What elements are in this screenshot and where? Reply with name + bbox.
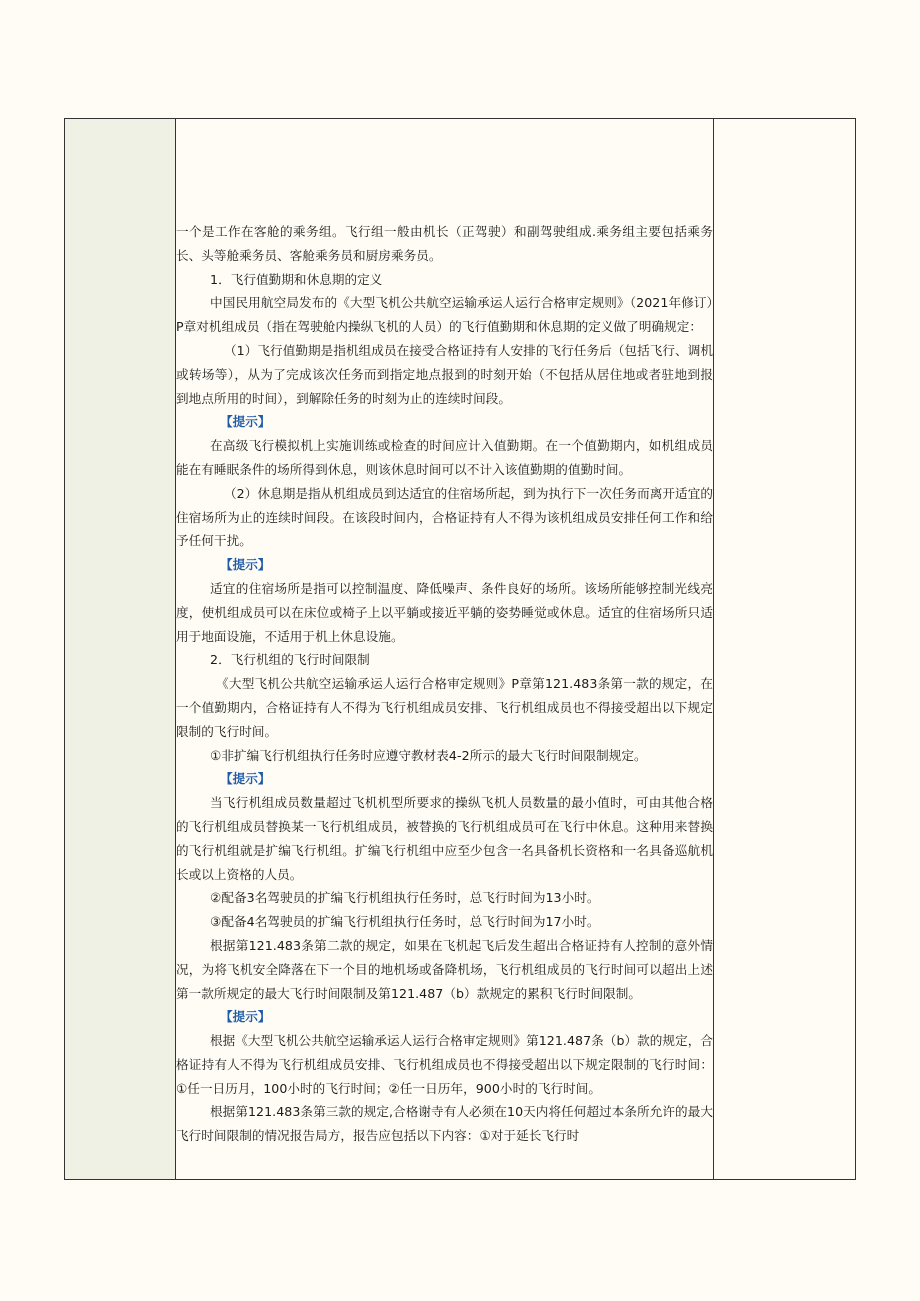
tip-heading: 【提示】 [220, 414, 271, 430]
body-paragraph: ②配备3名驾驶员的扩编飞行机组执行任务时，总飞行时间为13小时。 [210, 890, 600, 906]
tip-heading: 【提示】 [220, 771, 271, 787]
tip-heading: 【提示】 [220, 1009, 271, 1025]
body-paragraph: 当飞行机组成员数量超过飞机机型所要求的操纵飞机人员数量的最小值时，可由其他合格的飞行机组成员替换某一飞行机组成员，被替换的飞行机组成员可在飞行中休息。这种用来替换的飞行机组就是扩编飞行机组。扩编飞行机组中应至少包含一名具备机长资格和一名具备巡航机长或以上资格的人员。 [176, 795, 713, 882]
body-paragraph: 2．飞行机组的飞行时间限制 [210, 652, 370, 668]
body-paragraph: 适宜的住宿场所是指可以控制温度、降低噪声、条件良好的场所。该场所能够控制光线亮度，使机组成员可以在床位或椅子上以平躺或接近平躺的姿势睡觉或休息。适宜的住宿场所只适用于地面设施，不适用于机上休息设施。 [176, 580, 713, 644]
body-paragraph: 在高级飞行模拟机上实施训练或检查的时间应计入值勤期。在一个值勤期内，如机组成员能在有睡眠条件的场所得到休息，则该休息时间可以不计入该值勤期的值勤时间。 [176, 438, 713, 477]
body-paragraph: ①非扩编飞行机组执行任务时应遵守教材表4-2所示的最大飞行时间限制规定。 [210, 747, 647, 763]
body-paragraph: 中国民用航空局发布的《大型飞机公共航空运输承运人运行合格审定规则》（2021年修订）P章对机组成员（指在驾驶舱内操纵飞机的人员）的飞行值勤期和休息期的定义做了明确规定： [176, 295, 713, 335]
body-paragraph: 根据第121.483条第三款的规定,合格谢寺有人必须在10天内将任何超过本条所允许的最大飞行时间限制的情况报告局方，报告应包括以下内容：①对于延长飞行时 [176, 1104, 713, 1144]
body-paragraph: 《大型飞机公共航空运输承运人运行合格审定规则》P章第121.483条第一款的规定，在一个值勤期内，合格证持有人不得为飞行机组成员安排、飞行机组成员也不得接受超出以下规定限制的飞行时间。 [176, 676, 713, 739]
body-paragraph: 1．飞行值勤期和休息期的定义 [210, 271, 383, 287]
content-column [176, 119, 714, 1179]
left-column [65, 119, 176, 1179]
body-paragraph: 一个是工作在客舱的乘务组。飞行组一般由机长（正驾驶）和副驾驶组成.乘务组主要包括乘务长、头等舱乘务员、客舱乘务员和厨房乘务员。 [176, 224, 713, 263]
body-paragraph: （1）飞行值勤期是指机组成员在接受合格证持有人安排的飞行任务后（包括飞行、调机或转场等），从为了完成该次任务而到指定地点报到的时刻开始（不包括从居住地或者驻地到报到地点所用的时间），到解除任务的时刻为止的连续时间段。 [176, 342, 713, 406]
body-paragraph: ③配备4名驾驶员的扩编飞行机组执行任务时，总飞行时间为17小时。 [210, 914, 600, 930]
body-paragraph: （2）休息期是指从机组成员到达适宜的住宿场所起，到为执行下一次任务而离开适宜的住宿场所为止的连续时间段。在该段时间内，合格证持有人不得为该机组成员安排任何工作和给予任何干扰。 [176, 485, 713, 549]
tip-heading: 【提示】 [220, 557, 271, 573]
right-column [714, 119, 855, 1179]
lesson-table [64, 118, 856, 1180]
body-paragraph: 根据第121.483条第二款的规定，如果在飞机起飞后发生超出合格证持有人控制的意外情况，为将飞机安全降落在下一个目的地机场或备降机场，飞行机组成员的飞行时间可以超出上述第一款所规定的最大飞行时间限制及第121.487（b）款规定的累积飞行时间限制。 [176, 937, 713, 1001]
body-paragraph: 根据《大型飞机公共航空运输承运人运行合格审定规则》第121.487条（b）款的规定，合格证持有人不得为飞行机组成员安排、飞行机组成员也不得接受超出以下规定限制的飞行时间：①任一日历月，100小时的飞行时间；②任一日历年，900小时的飞行时间。 [176, 1033, 714, 1096]
